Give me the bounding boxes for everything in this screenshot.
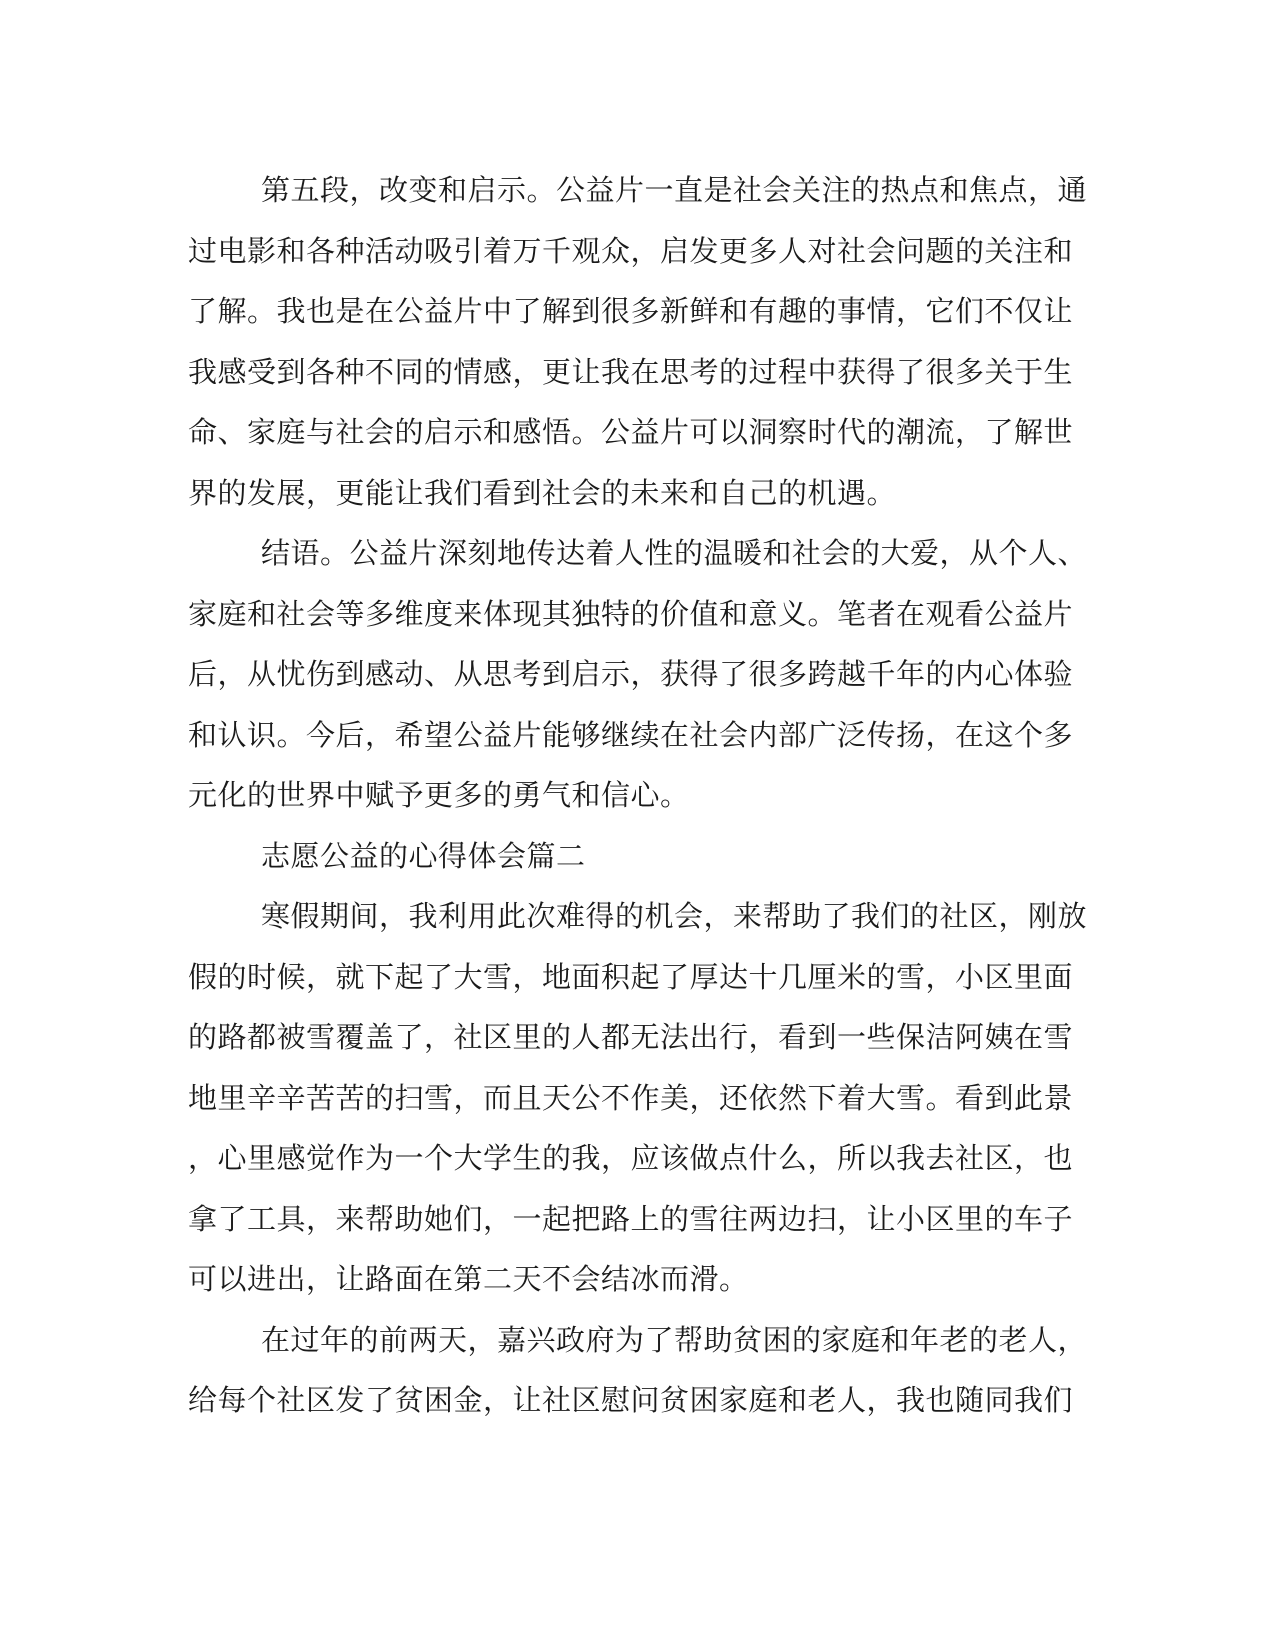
text-line: 给每个社区发了贫困金，让社区慰问贫困家庭和老人，我也随同我们 — [188, 1383, 1074, 1417]
section-heading — [188, 826, 1068, 887]
paragraph-change-and-inspiration — [188, 160, 1088, 523]
text-line: 在过年的前两天，嘉兴政府为了帮助贫困的家庭和年老的老人， — [261, 1322, 1088, 1357]
text-line: 命、家庭与社会的启示和感悟。公益片可以洞察时代的潮流，了解世 — [188, 415, 1074, 449]
paragraph-winter-vacation — [188, 886, 1088, 1310]
text-line: 结语。公益片深刻地传达着人性的温暖和社会的大爱，从个人、 — [261, 536, 1088, 570]
text-line: 和认识。今后，希望公益片能够继续在社会内部广泛传扬，在这个多 — [188, 717, 1074, 752]
text-line: 地里辛辛苦苦的扫雪，而且天公不作美，还依然下着大雪。看到此景 — [188, 1080, 1074, 1115]
text-line: 后，从忧伤到感动、从思考到启示，获得了很多跨越千年的内心体验 — [188, 657, 1074, 691]
text-line: 过电影和各种活动吸引着万千观众，启发更多人对社会问题的关注和 — [188, 233, 1074, 268]
text-line: 的路都被雪覆盖了，社区里的人都无法出行，看到一些保洁阿姨在雪 — [188, 1020, 1074, 1054]
paragraph-conclusion — [188, 523, 1088, 826]
text-line: 家庭和社会等多维度来体现其独特的价值和意义。笔者在观看公益片 — [188, 596, 1074, 631]
text-line: 寒假期间，我利用此次难得的机会，来帮助了我们的社区，刚放 — [261, 899, 1088, 933]
paragraph-new-year — [188, 1310, 1088, 1431]
text-line: 界的发展，更能让我们看到社会的未来和自己的机遇。 — [188, 475, 897, 510]
section-title: 志愿公益的心得体会篇二 — [261, 838, 586, 873]
text-line: ，心里感觉作为一个大学生的我，应该做点什么，所以我去社区，也 — [188, 1141, 1074, 1175]
text-line: 元化的世界中赋予更多的勇气和信心。 — [188, 778, 690, 812]
text-line: 假的时候，就下起了大雪，地面积起了厚达十几厘米的雪，小区里面 — [188, 959, 1074, 994]
text-line: 了解。我也是在公益片中了解到很多新鲜和有趣的事情，它们不仅让 — [188, 294, 1074, 328]
document-body — [188, 160, 1088, 1431]
text-line: 可以进出，让路面在第二天不会结冰而滑。 — [188, 1262, 749, 1296]
text-line: 第五段，改变和启示。公益片一直是社会关注的热点和焦点，通 — [261, 173, 1088, 207]
text-line: 我感受到各种不同的情感，更让我在思考的过程中获得了很多关于生 — [188, 354, 1074, 389]
text-line: 拿了工具，来帮助她们，一起把路上的雪往两边扫，让小区里的车子 — [188, 1201, 1074, 1236]
